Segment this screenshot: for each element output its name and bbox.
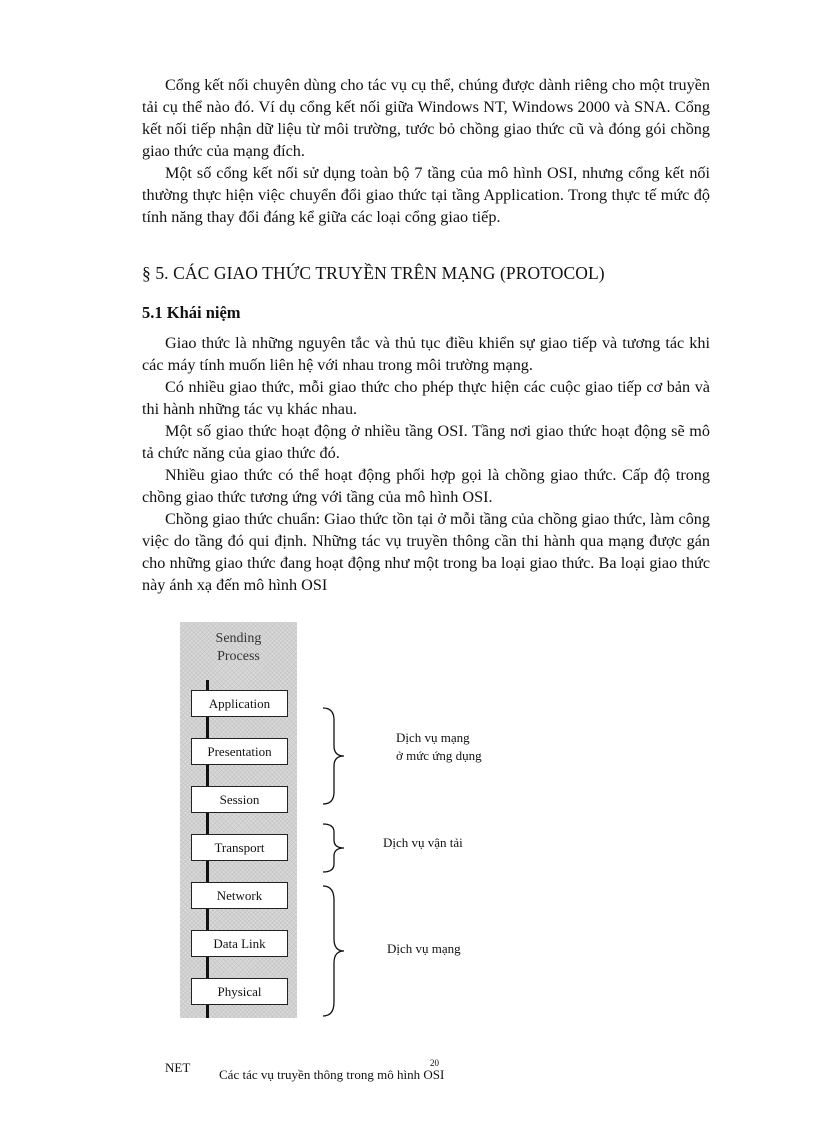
footer-left-text: NET <box>165 1060 191 1075</box>
sending-process-line2: Process <box>217 649 260 664</box>
body-paragraph-4: Nhiều giao thức có thể hoạt động phối hợp gọi là chồng giao thức. Cấp độ trong chồng giao thức tương ứng với tầng của mô hình OSI. <box>142 466 710 506</box>
footer-page-number: 20 <box>430 1058 439 1068</box>
transport-services-label: Dịch vụ vận tải <box>383 835 463 850</box>
layer-network: Network <box>191 882 288 909</box>
intro-paragraph-1: Cổng kết nối chuyên dùng cho tác vụ cụ thể, chúng được dành riêng cho một truyền tải cụ thể nào đó. Ví dụ cổng kết nối giữa Windows NT, Windows 2000 và SNA. Cổng kết nối tiếp nhận dữ liệu từ môi trường, tước bỏ chồng giao thức cũ và đóng gói chồng giao thức của mạng đích. <box>142 76 710 160</box>
application-services-line1: Dịch vụ mạng <box>396 730 470 745</box>
layer-session: Session <box>191 786 288 813</box>
network-services-label: Dịch vụ mạng <box>387 941 461 956</box>
layer-presentation: Presentation <box>191 738 288 765</box>
layer-transport: Transport <box>191 834 288 861</box>
application-services-line2: ở mức ứng dụng <box>396 748 482 763</box>
figure-caption: Các tác vụ truyền thông trong mô hình OSI <box>219 1067 445 1082</box>
sending-process-line1: Sending <box>215 631 262 646</box>
body-paragraph-2: Có nhiều giao thức, mỗi giao thức cho phép thực hiện các cuộc giao tiếp cơ bản và thi hành những tác vụ khác nhau. <box>142 378 710 418</box>
layer-data-link: Data Link <box>191 930 288 957</box>
osi-diagram <box>180 622 297 1018</box>
layer-physical: Physical <box>191 978 288 1005</box>
brace-transport-group <box>320 822 348 874</box>
subsection-title: 5.1 Khái niệm <box>142 303 241 322</box>
sending-process-label <box>180 630 297 666</box>
body-paragraph-1: Giao thức là những nguyên tắc và thủ tục điều khiển sự giao tiếp và tương tác khi các máy tính muốn liên hệ với nhau trong môi trường mạng. <box>142 334 710 374</box>
intro-paragraph-2: Một số cổng kết nối sử dụng toàn bộ 7 tầng của mô hình OSI, nhưng cổng kết nối thường thực hiện việc chuyển đổi giao thức tại tầng Application. Trong thực tế mức độ tính năng thay đổi đáng kể giữa các loại cổng giao tiếp. <box>142 164 710 226</box>
brace-network-group <box>320 884 348 1018</box>
layer-application: Application <box>191 690 288 717</box>
application-services-label <box>396 729 482 765</box>
section-title: § 5. CÁC GIAO THỨC TRUYỀN TRÊN MẠNG (PROTOCOL) <box>142 263 605 283</box>
body-paragraph-5: Chồng giao thức chuẩn: Giao thức tồn tại ở mỗi tầng của chồng giao thức, làm công việc do tầng đó qui định. Những tác vụ truyền thông cần thi hành qua mạng được gán cho những giao thức đang hoạt động như một trong ba loại giao thức. Ba loại giao thức này ánh xạ đến mô hình OSI <box>142 510 710 594</box>
body-paragraph-3: Một số giao thức hoạt động ở nhiều tầng OSI. Tầng nơi giao thức hoạt động sẽ mô tả chức năng của giao thức đó. <box>142 422 710 462</box>
brace-application-group <box>320 706 348 806</box>
